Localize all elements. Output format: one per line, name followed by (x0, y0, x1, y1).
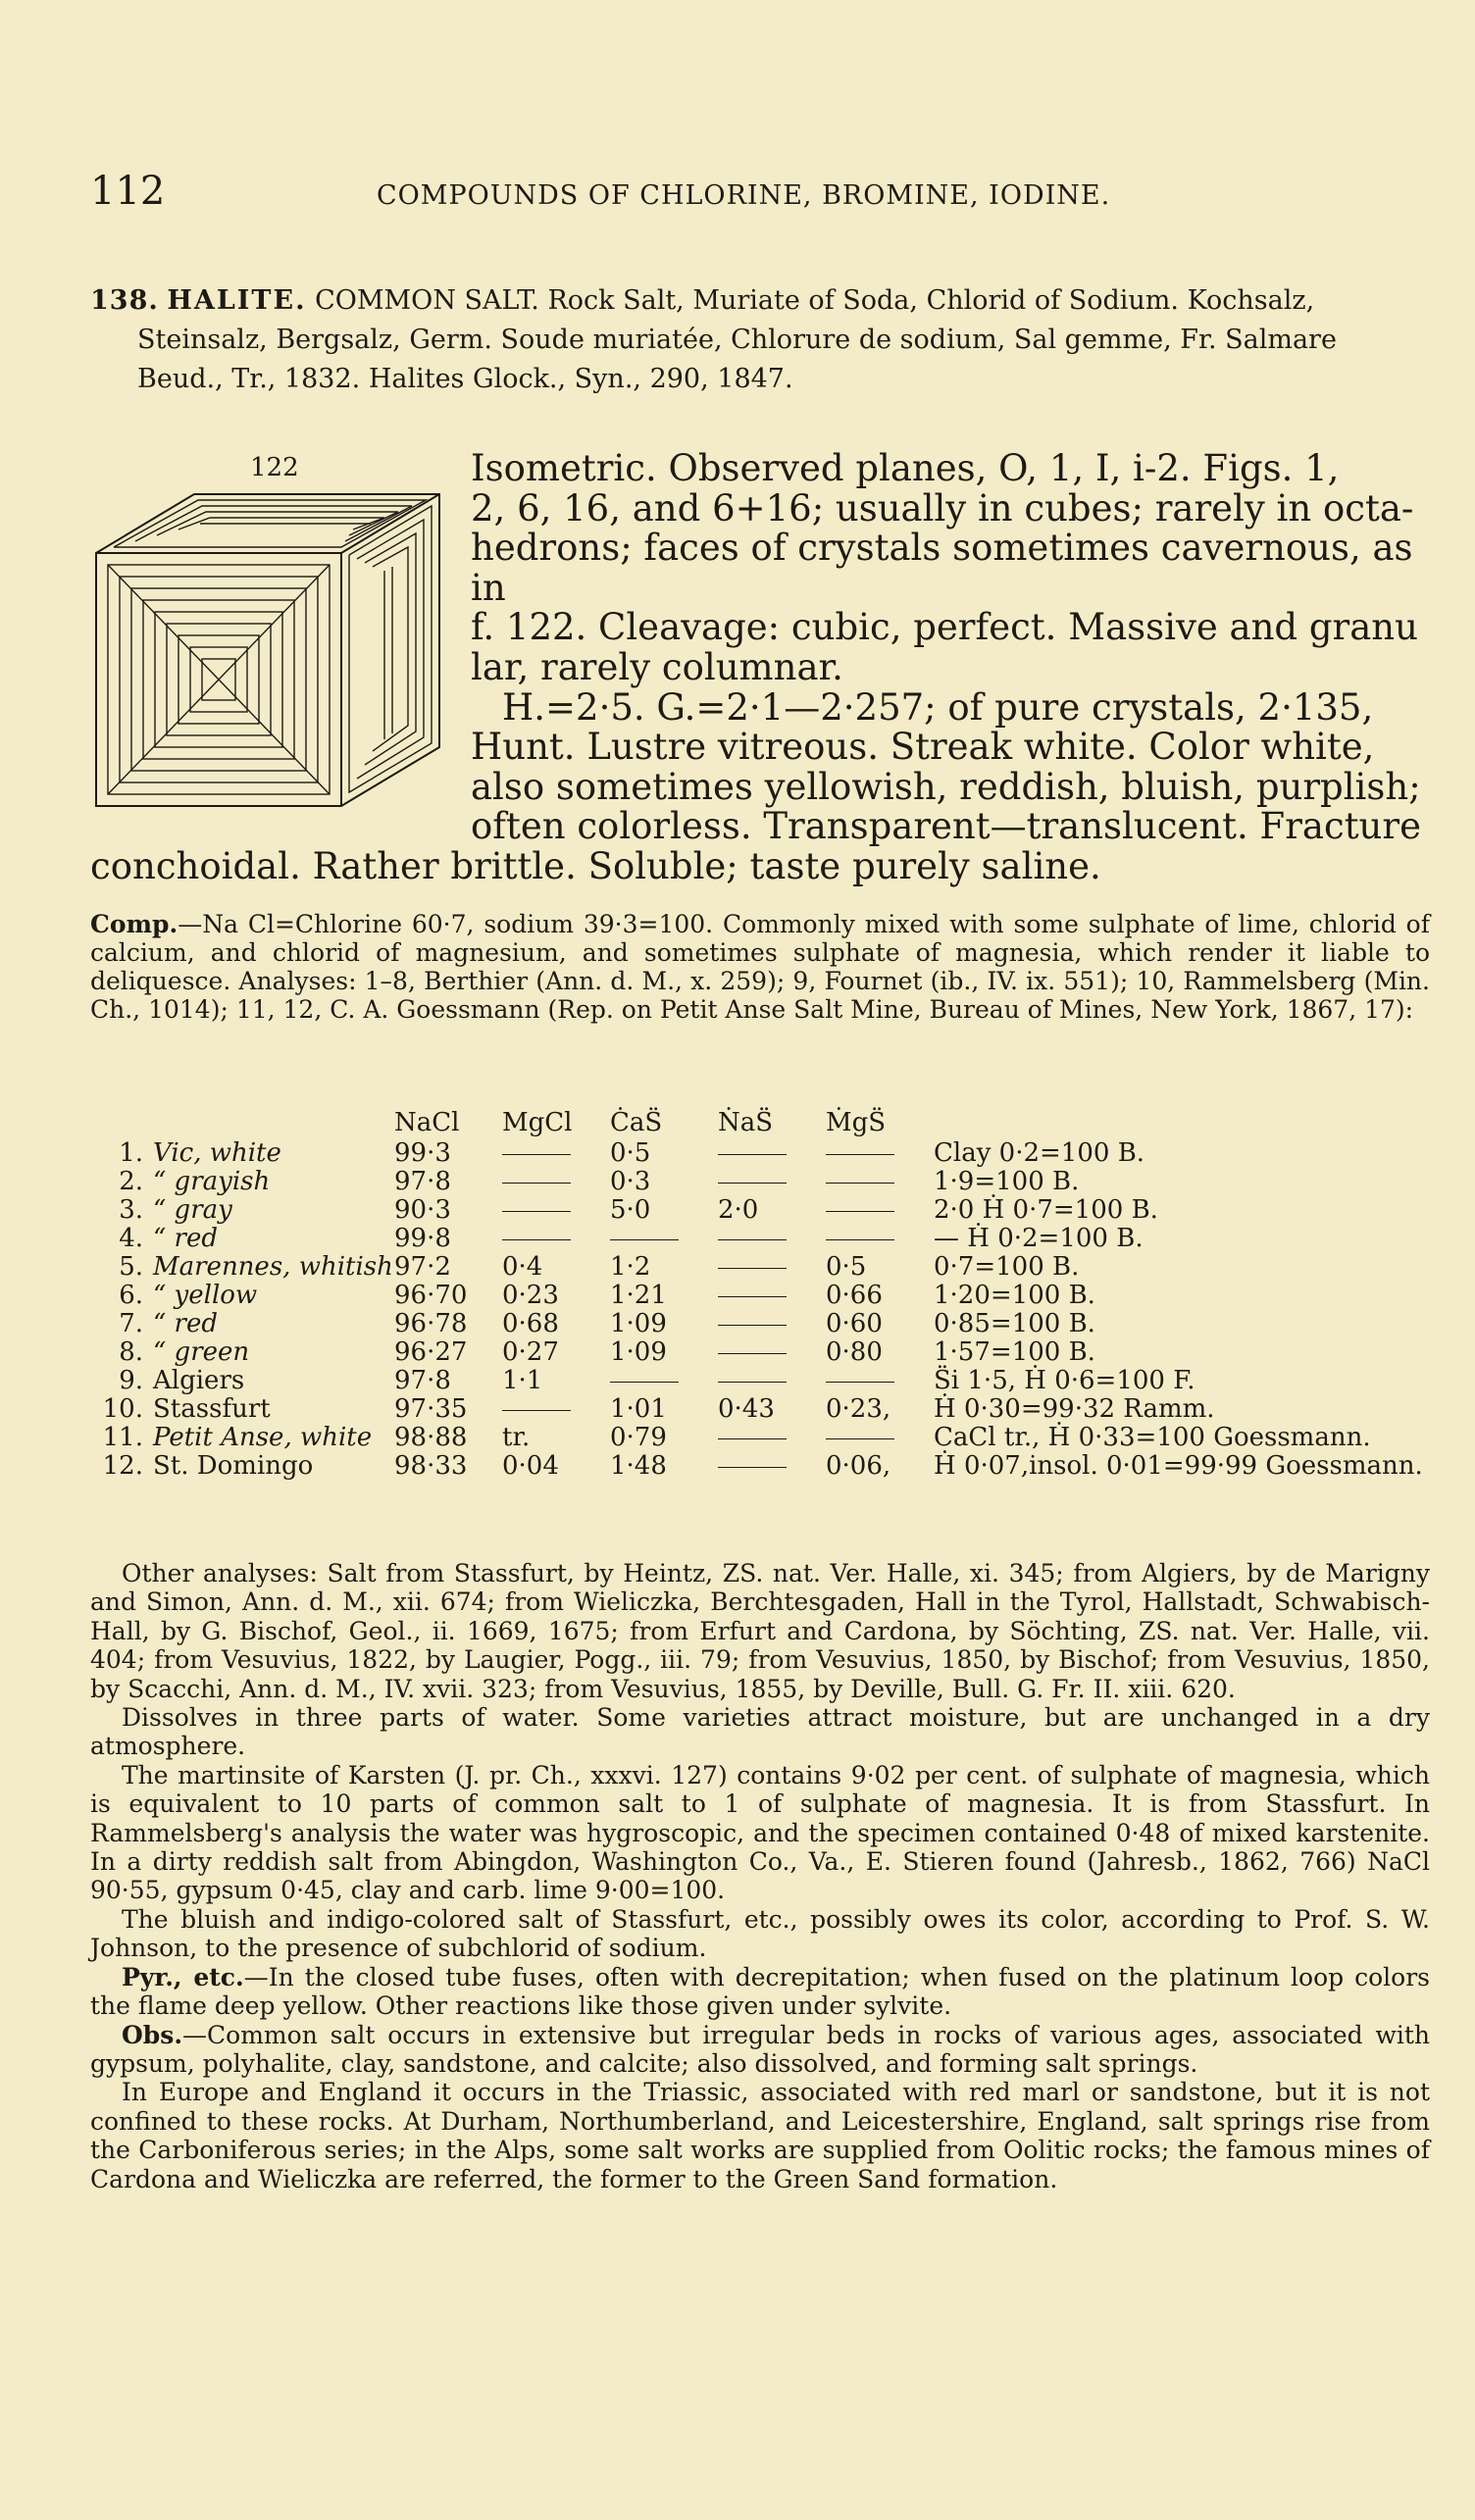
paragraph-obs (90, 2021, 1430, 2079)
row-value (718, 1310, 826, 1338)
dash-mark (718, 1268, 787, 1269)
row-remark: Ḣ 0·07,insol. 0·01=99·99 Goessmann. (934, 1451, 1423, 1481)
paragraph-other-analyses: Other analyses: Salt from Stassfurt, by Heintz, ZS. nat. Ver. Halle, xi. 345; from Algiers, by de Marigny and Simon, Ann. d. M., xii. 674; from Wieliczka, Berchtesgaden, Hall in the Tyrol, Hallstadt, Schwabisch-Hall, by G. Bischof, Geol., ii. 1669, 1675; from Erfurt and Cardona, by Söchting, ZS. nat. Ver. Halle, vii. 404; from Vesuvius, 1822, by Laugier, Pogg., iii. 79; from Vesuvius, 1850, by Bischof; from Vesuvius, 1850, by Scacchi, Ann. d. M., IV. xvii. 323; from Vesuvius, 1855, by Deville, Bull. G. Fr. II. xiii. 620. (90, 1559, 1430, 1703)
row-locality: “ red (153, 1309, 219, 1338)
row-value (502, 1196, 610, 1225)
row-locality: Stassfurt (153, 1394, 271, 1424)
row-value (718, 1452, 826, 1481)
row-value (502, 1139, 610, 1168)
page-header (90, 169, 1416, 220)
table-row (94, 1395, 1430, 1424)
row-value (502, 1225, 610, 1253)
row-value: 0·79 (610, 1423, 667, 1452)
row-value (610, 1225, 718, 1253)
dash-mark (718, 1467, 787, 1468)
row-value: 5·0 (610, 1195, 651, 1225)
col-nacl: NaCl (394, 1107, 460, 1137)
dash-mark (718, 1353, 787, 1354)
row-locality: “ gray (153, 1195, 232, 1225)
row-value: 0·68 (502, 1309, 559, 1338)
row-value: 97·8 (394, 1366, 451, 1395)
table-row (94, 1338, 1430, 1367)
row-value: 0·60 (826, 1309, 883, 1338)
row-value: 97·8 (394, 1167, 451, 1196)
row-value: 0·06, (826, 1451, 891, 1481)
dash-mark (502, 1183, 571, 1184)
row-value: 99·8 (394, 1224, 451, 1253)
row-value: 90·3 (394, 1195, 451, 1225)
row-value (502, 1168, 610, 1196)
pyr-text: —In the closed tube fuses, often with decrepitation; when fused on the platinum loop colors the flame deep yellow. Other reactions like those given under sylvite. (90, 1962, 1430, 2021)
obs-text: —Common salt occurs in extensive but irregular beds in rocks of various ages, associated with gypsum, polyhalite, clay, sandstone, and calcite; also dissolved, and forming salt springs. (90, 2020, 1430, 2078)
page-number: 112 (90, 169, 166, 214)
dash-mark (718, 1239, 787, 1240)
row-value: 0·5 (610, 1138, 651, 1168)
col-cas: ĊaS̈ (610, 1107, 663, 1137)
entry-synonyms-2: Steinsalz, Bergsalz, Germ. Soude muriatée, Chlorure de sodium, Sal gemme, Fr. Salmare (137, 325, 1337, 355)
entry-synonyms-1: COMMON SALT. Rock Salt, Muriate of Soda, Chlorid of Sodium. Kochsalz, (306, 285, 1315, 316)
row-index: 2. (119, 1167, 143, 1196)
row-value (718, 1367, 826, 1395)
paragraph-color: The bluish and indigo-colored salt of Stassfurt, etc., possibly owes its color, according to Prof. S. W. Johnson, to the presence of subchlorid of sodium. (90, 1904, 1430, 1963)
description-line: also sometimes yellowish, reddish, bluish, purplish; (471, 765, 1421, 808)
row-index: 3. (119, 1195, 143, 1225)
dash-mark (718, 1154, 787, 1155)
dash-mark (826, 1154, 894, 1155)
row-locality: “ green (153, 1337, 250, 1367)
row-index: 9. (119, 1366, 143, 1395)
description-line: H.=2·5. G.=2·1—2·257; of pure crystals, 2·135, (502, 685, 1374, 729)
paragraph-martinsite: The martinsite of Karsten (J. pr. Ch., xxxvi. 127) contains 9·02 per cent. of sulphate of magnesia, which is equivalent to 10 parts of common salt to 1 of sulphate of magnesia. It is from Stassfurt. In Rammelsberg's analysis the water was hygroscopic, and the specimen contained 0·48 of mixed karstenite. In a dirty reddish salt from Abingdon, Washington Co., Va., E. Stieren found (Jahresb., 1862, 766) NaCl 90·55, gypsum 0·45, clay and carb. lime 9·00=100. (90, 1760, 1430, 1905)
dash-mark (718, 1438, 787, 1439)
row-value: 0·3 (610, 1167, 651, 1196)
row-value (718, 1253, 826, 1282)
row-remark: S̈i 1·5, Ḣ 0·6=100 F. (934, 1366, 1195, 1395)
row-value (718, 1338, 826, 1367)
row-value: 96·78 (394, 1309, 468, 1338)
description-line: conchoidal. Rather brittle. Soluble; taste purely saline. (90, 844, 1101, 887)
table-row (94, 1196, 1430, 1225)
col-mgcl: MgCl (502, 1107, 573, 1137)
description-line: 2, 6, 16, and 6+16; usually in cubes; rarely in octa- (471, 486, 1414, 529)
row-remark: 2·0 Ḣ 0·7=100 B. (934, 1195, 1158, 1225)
comp-lead: Comp. (90, 910, 178, 938)
col-mgs: ṀgS̈ (826, 1107, 887, 1137)
row-value (826, 1225, 934, 1253)
table-row (94, 1310, 1430, 1338)
row-value: 98·33 (394, 1451, 468, 1481)
table-body (94, 1139, 1430, 1481)
crystal-description (90, 449, 1424, 887)
dash-mark (502, 1239, 571, 1240)
description-line: hedrons; faces of crystals sometimes cavernous, as in (471, 527, 1413, 609)
row-remark: — Ḣ 0·2=100 B. (934, 1224, 1144, 1253)
dash-mark (826, 1382, 894, 1383)
col-nas: ṄaS̈ (718, 1107, 774, 1137)
row-value: 0·43 (718, 1394, 775, 1424)
dash-mark (610, 1239, 679, 1240)
row-value: 98·88 (394, 1423, 468, 1452)
dash-mark (502, 1410, 571, 1411)
figure-label: 122 (250, 453, 299, 482)
row-remark: 1·9=100 B. (934, 1167, 1080, 1196)
entry-synonyms-3: Beud., Tr., 1832. Halites Glock., Syn., 290, 1847. (137, 364, 793, 394)
row-value: 0·66 (826, 1281, 883, 1310)
row-remark: 0·7=100 B. (934, 1252, 1080, 1282)
row-value (718, 1139, 826, 1168)
row-locality: Algiers (153, 1366, 245, 1395)
row-index: 5. (119, 1252, 143, 1282)
dash-mark (718, 1382, 787, 1383)
dash-mark (826, 1239, 894, 1240)
analyses-table (94, 1106, 1430, 1481)
table-row (94, 1168, 1430, 1196)
row-locality: “ red (153, 1224, 219, 1253)
row-value: 1·48 (610, 1451, 667, 1481)
table-row (94, 1452, 1430, 1481)
table-row (94, 1367, 1430, 1395)
row-value: 0·23 (502, 1281, 559, 1310)
row-remark: 1·20=100 B. (934, 1281, 1095, 1310)
row-index: 10. (102, 1394, 143, 1424)
paragraph-pyr (90, 1963, 1430, 2021)
row-value: 96·27 (394, 1337, 468, 1367)
row-value (826, 1424, 934, 1452)
row-value: 97·2 (394, 1252, 451, 1282)
row-index: 12. (102, 1451, 143, 1481)
table-row (94, 1253, 1430, 1282)
running-title: COMPOUNDS OF CHLORINE, BROMINE, IODINE. (377, 180, 1111, 211)
row-locality: Vic, white (153, 1138, 281, 1168)
row-value: 97·35 (394, 1394, 468, 1424)
row-value: 0·80 (826, 1337, 883, 1367)
body-text (90, 1559, 1430, 2193)
row-value: 1·1 (502, 1366, 543, 1395)
row-remark: 0·85=100 B. (934, 1309, 1095, 1338)
row-value: 1·01 (610, 1394, 667, 1424)
row-value: 2·0 (718, 1195, 759, 1225)
description-line: lar, rarely columnar. (471, 645, 843, 688)
row-value: 0·23, (826, 1394, 891, 1424)
composition-paragraph (90, 910, 1430, 1024)
row-locality: St. Domingo (153, 1451, 314, 1481)
row-index: 1. (119, 1138, 143, 1168)
paragraph-europe: In Europe and England it occurs in the Triassic, associated with red marl or sandstone, but it is not confined to these rocks. At Durham, Northumberland, and Leicestershire, England, salt springs rise from the Carboniferous series; in the Alps, some salt works are supplied from Oolitic rocks; the famous mines of Cardona and Wieliczka are referred, the former to the Green Sand formation. (90, 2078, 1430, 2193)
row-remark: 1·57=100 B. (934, 1337, 1095, 1367)
row-index: 7. (119, 1309, 143, 1338)
row-locality: Petit Anse, white (153, 1423, 373, 1452)
row-value: 1·09 (610, 1337, 667, 1367)
row-index: 8. (119, 1337, 143, 1367)
dash-mark (718, 1325, 787, 1326)
row-index: 6. (119, 1281, 143, 1310)
entry-name: HALITE. (167, 285, 307, 316)
row-value (610, 1367, 718, 1395)
pyr-lead: Pyr., etc. (122, 1962, 244, 1991)
row-value (718, 1168, 826, 1196)
table-header-row (94, 1106, 1430, 1139)
row-value (718, 1424, 826, 1452)
dash-mark (502, 1154, 571, 1155)
row-value (718, 1225, 826, 1253)
dash-mark (718, 1296, 787, 1297)
row-remark: Ḣ 0·30=99·32 Ramm. (934, 1394, 1215, 1424)
description-line: Hunt. Lustre vitreous. Streak white. Color white, (471, 726, 1375, 769)
description-line: often colorless. Transparent—translucent. Fracture (471, 805, 1421, 848)
row-value (502, 1395, 610, 1424)
row-value: 96·70 (394, 1281, 468, 1310)
dash-mark (826, 1211, 894, 1212)
row-value (718, 1282, 826, 1310)
row-value: 1·09 (610, 1309, 667, 1338)
dash-mark (610, 1382, 679, 1383)
dash-mark (718, 1183, 787, 1184)
row-remark: Clay 0·2=100 B. (934, 1138, 1145, 1168)
table-row (94, 1424, 1430, 1452)
paragraph-solubility: Dissolves in three parts of water. Some varieties attract moisture, but are unchanged in a dry atmosphere. (90, 1703, 1430, 1761)
row-value (826, 1168, 934, 1196)
row-locality: “ yellow (153, 1281, 258, 1310)
row-value: 1·2 (610, 1252, 651, 1282)
row-index: 4. (119, 1224, 143, 1253)
table-row (94, 1225, 1430, 1253)
dash-mark (826, 1438, 894, 1439)
row-locality: “ grayish (153, 1167, 271, 1196)
dash-mark (502, 1211, 571, 1212)
description-line: f. 122. Cleavage: cubic, perfect. Massive and granu (471, 606, 1418, 649)
row-value (826, 1367, 934, 1395)
dash-mark (826, 1183, 894, 1184)
row-value: 0·27 (502, 1337, 559, 1367)
comp-text: —Na Cl=Chlorine 60·7, sodium 39·3=100. Commonly mixed with some sulphate of lime, chlorid of calcium, and chlorid of magnesium, and sometimes sulphate of magnesia, which render it liable to deliquesce. Analyses: 1–8, Berthier (Ann. d. M., x. 259); 9, Fournet (ib., IV. ix. 551); 10, Rammelsberg (Min. Ch., 1014); 11, 12, C. A. Goessmann (Rep. on Petit Anse Salt Mine, Bureau of Mines, New York, 1867, 17): (90, 910, 1430, 1024)
obs-lead: Obs. (122, 2020, 183, 2049)
row-value: 0·04 (502, 1451, 559, 1481)
row-value: 99·3 (394, 1138, 451, 1168)
description-line: Isometric. Observed planes, O, 1, I, i-2. Figs. 1, (471, 447, 1340, 489)
row-remark: CaCl tr., Ḣ 0·33=100 Goessmann. (934, 1423, 1371, 1452)
row-index: 11. (102, 1423, 143, 1452)
entry-number: 138. (90, 285, 159, 316)
table-row (94, 1282, 1430, 1310)
row-value (826, 1196, 934, 1225)
row-locality: Marennes, whitish (153, 1252, 393, 1282)
entry-title (90, 281, 1430, 399)
row-value: 0·4 (502, 1252, 543, 1282)
row-value: 1·21 (610, 1281, 667, 1310)
table-row (94, 1139, 1430, 1168)
row-value: 0·5 (826, 1252, 867, 1282)
row-value: tr. (502, 1423, 531, 1452)
row-value (826, 1139, 934, 1168)
